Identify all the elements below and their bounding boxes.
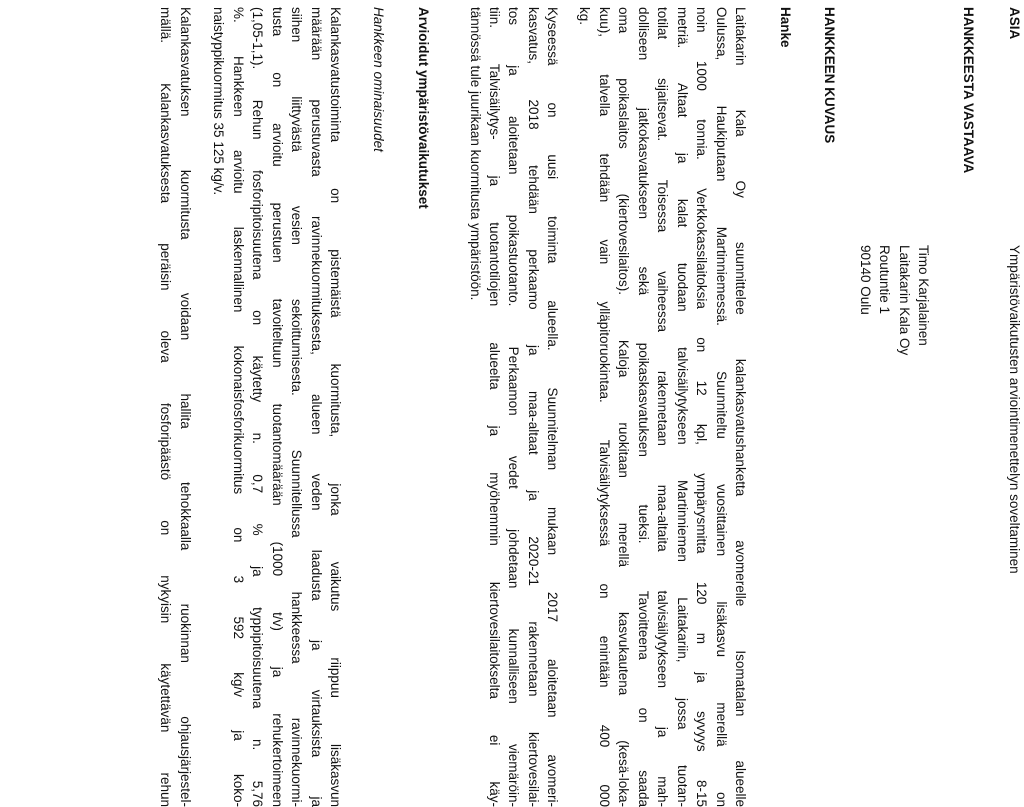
project-subheading: Hanke [778, 7, 793, 48]
impacts-line: naistyppikuormitus 35 125 kg/v. [211, 7, 226, 196]
address-line: 90140 Oulu [858, 245, 873, 315]
description-line: tännössä tule juurikaan kuormitusta ympäristöön. [468, 7, 483, 301]
description-line: totilat sijaitsevat. Toisessa vaiheessa rakennetaan maa-altaita talvisäilytykseen ja mah- [655, 7, 670, 807]
impacts-line: tusta on arvioitu perustuen tavoiteltuun tuotantomäärään (1000 t/v) ja rehukertoimeen [270, 7, 285, 807]
impacts-line: %. Hankkeen arvioitu laskennallinen kokonaisfosforikuormitus on 3 592 kg/v ja koko- [231, 7, 246, 807]
description-line: tiin. Talvisäilytys- ja tuotantotilojen alueelta ja myöhemmin kiertovesilaitokselta ei käy- [487, 7, 502, 807]
address-line: Timo Karjalainen [916, 245, 931, 346]
description-line: Oulussa, Haukiputaan Martinniemessä. Suunniteltu vuosittainen lisäkasvu merellä on [714, 7, 729, 807]
responsible-heading: HANKKEESTA VASTAAVA [961, 7, 976, 174]
impacts-line: määrään perustuvasta ravinnekuormituksesta, alueen veden laadusta ja virtauksista ja [309, 7, 324, 807]
impacts-subheading: Hankkeen ominaisuudet [371, 7, 386, 152]
description-heading: HANKKEEN KUVAUS [822, 7, 837, 144]
description-line: kuu), talvella tehdään vain ylläpitoruokintaa. Talvisäilytyksessä on enintään 400 000 [597, 7, 612, 807]
description-line: Kyseessä on uusi toiminta alueella. Suunnitelman mukaan 2017 aloitetaan avomeri- [545, 7, 560, 807]
impacts-heading: Arvioidut ympäristövaikutukset [416, 7, 431, 209]
description-line: tos ja aloitetaan poikastuotanto. Perkaamon vedet johdetaan kunnalliseen viemäröin- [506, 7, 521, 807]
description-line: kasvatus, 2018 tehdään perkaamo ja maa-altaat ja 2020-21 rakennetaan kiertovesilai- [526, 7, 541, 807]
description-line: dolliseen jatkokasvatukseen sekä poikaskasvatuksen tueksi. Tavoitteena on saada [636, 7, 651, 807]
address-line: Laitakarin Kala Oy [897, 245, 912, 356]
description-line: kg. [577, 7, 592, 26]
address-line: Routuntie 1 [877, 245, 892, 315]
asia-label: ASIA [1007, 7, 1022, 40]
asia-value: Ympäristövaikutusten arviointimenettelyn soveltaminen [1007, 245, 1022, 574]
impacts-line: Kalankasvatustoiminta on pistemäistä kuormitusta, jonka vaikutus riippuu lisäkasvun [328, 7, 343, 807]
description-line: oma poikaslaitos (kiertovesilaitos). Kaloja ruokitaan merellä kasvukautena (kesä-loka- [616, 7, 631, 807]
impacts-line: siihen liittyvästä vesien sekoittumisesta. Suunnitellussa hankkeessa ravinnekuormi- [289, 7, 304, 807]
description-line: Laitakarin Kala Oy suunnittelee kalankasvatushanketta avomerelle Isomatalan alueelle [733, 7, 748, 807]
description-line: noin 1000 tonnia. Verkkokassilaitoksia on 12 kpl, ympärysmitta 120 m ja syvyys 8-15 [694, 7, 709, 807]
impacts-line: (1,05-1,1). Rehun fosforipitoisuutena on käytetty n. 0,7 % ja typpipitoisuutena n. 5,76 [250, 7, 265, 807]
description-line: metriä. Altaat ja kalat tuodaan talvisäilytykseen Martinniemen Laitakariin, jossa tuotan- [675, 7, 690, 807]
impacts-line: mällä. Kalankasvatuksesta peräisin oleva fosforipäästö on nykyisin käytettävän rehun [158, 7, 173, 807]
impacts-line: Kalankasvatuksen kuormitusta voidaan hallita tehokkaalla ruokinnan ohjausjärjestel- [178, 7, 193, 807]
